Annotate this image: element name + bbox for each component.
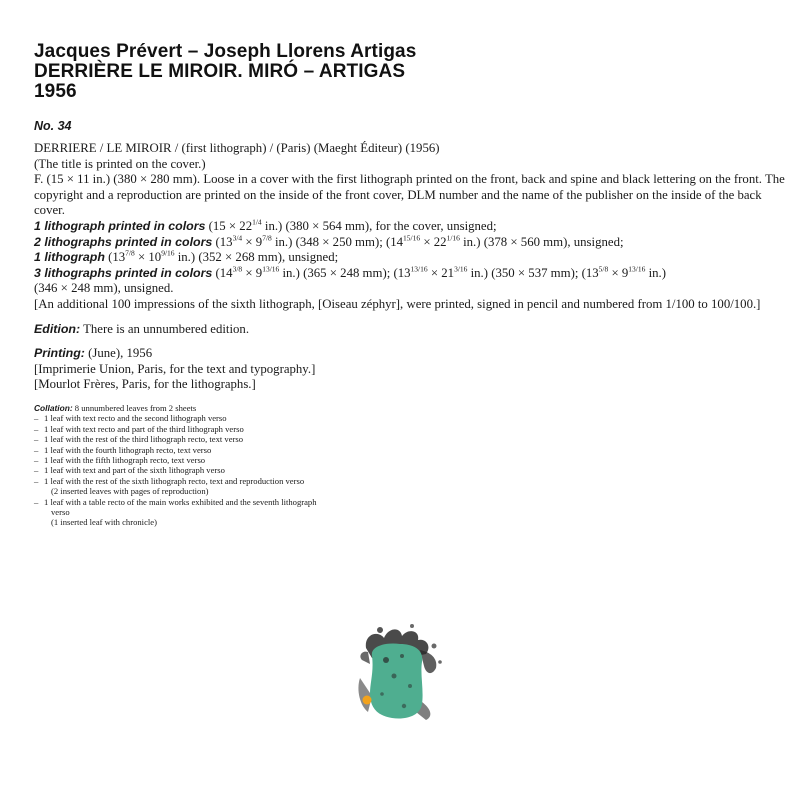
collation-item: – 1 leaf with text recto and part of the third lithograph verso bbox=[34, 423, 244, 434]
collation-item-continued: verso bbox=[51, 506, 70, 517]
lithograph-row: 1 lithograph ($13^{7/8} \times 10^{9/16}$ in.) (352 × 268 mm), unsigned; bbox=[34, 248, 339, 265]
orange-dot bbox=[363, 696, 372, 705]
lithograph-artwork bbox=[356, 616, 448, 724]
lithograph-row: 3 lithographs printed in colors ($14^{3/8} \times 9^{13/16}$ in.) (365 × 248 mm); ($13^{13/16} \times 21^{3/16}$ in.) (350 × 537 mm); ($13^{5/8} \times 9^{13/16}$ in.) bbox=[34, 264, 666, 280]
additional-impressions: [An additional 100 impressions of the sixth lithograph, [Oiseau zéphyr], were printed, signed in pencil and numbered from 1/100 to 100/100.] bbox=[34, 296, 761, 311]
collation-item: – 1 leaf with the rest of the third lithograph recto, text verso bbox=[34, 434, 244, 445]
collation-item: – 1 leaf with text and part of the sixth lithograph verso bbox=[34, 465, 225, 476]
description-paragraph: F. (15 × 11 in.) (380 × 280 mm). Loose in a cover with the first lithograph printed on the front, back and spine and black lettering on the front. The copyright and a reproduction are printed on the inside of the front cover, DLM number and the name of the publisher on the inside of the back cover. bbox=[34, 172, 785, 218]
green-shape bbox=[370, 644, 423, 719]
lithograph-row: 2 lithographs printed in colors ($13^{3/4} \times 9^{7/8}$ in.) (348 × 250 mm); ($14^{15/16} \times 22^{1/16}$ in.) (378 × 560 mm), unsigned; bbox=[34, 233, 624, 249]
printing-line: [Mourlot Frères, Paris, for the lithographs.] bbox=[34, 377, 256, 392]
printing-text: (June), 1956 bbox=[84, 346, 153, 361]
description-block bbox=[34, 141, 786, 313]
description-line: DERRIERE / LE MIROIR / (first lithograph) / (Paris) (Maeght Éditeur) (1956) bbox=[34, 141, 440, 155]
collation-text: 8 unnumbered leaves from 2 sheets bbox=[72, 402, 197, 413]
description-line: (The title is printed on the cover.) bbox=[34, 156, 206, 171]
entry-year: 1956 bbox=[34, 81, 77, 102]
entry-number: No. 34 bbox=[34, 119, 72, 133]
collation-item: – 1 leaf with the fifth lithograph recto, text verso bbox=[34, 454, 206, 465]
collation-note: (1 inserted leaf with chronicle) bbox=[51, 517, 157, 528]
entry-authors: Jacques Prévert – Joseph Llorens Artigas bbox=[34, 41, 417, 62]
collation-item: – 1 leaf with a table recto of the main works exhibited and the seventh lithograph bbox=[34, 496, 317, 507]
printing-line: [Imprimerie Union, Paris, for the text and typography.] bbox=[34, 361, 316, 376]
edition-line bbox=[34, 322, 786, 338]
catalogue-entry bbox=[34, 42, 786, 528]
lithograph-row: 1 lithograph printed in colors ($15 \times 22^{1/4}$ in.) (380 × 564 mm), for the cover, unsigned; bbox=[34, 217, 497, 233]
collation-note: (2 inserted leaves with pages of reproduction) bbox=[51, 486, 209, 497]
printing-block bbox=[34, 346, 786, 393]
collation-block bbox=[34, 403, 786, 528]
collation-item: – 1 leaf with the fourth lithograph recto, text verso bbox=[34, 444, 212, 455]
lithograph-row-continued: (346 × 248 mm), unsigned. bbox=[34, 281, 174, 296]
entry-title: DERRIÈRE LE MIROIR. MIRÓ – ARTIGAS bbox=[34, 61, 406, 82]
collation-item: – 1 leaf with text recto and the second lithograph verso bbox=[34, 413, 227, 424]
edition-text: There is an unnumbered edition. bbox=[80, 321, 250, 336]
collation-label: Collation: bbox=[34, 402, 73, 413]
printing-label: Printing: bbox=[34, 346, 85, 361]
collation-item: – 1 leaf with the rest of the sixth lithograph recto, text and reproduction verso bbox=[34, 475, 305, 486]
edition-label: Edition: bbox=[34, 321, 81, 336]
